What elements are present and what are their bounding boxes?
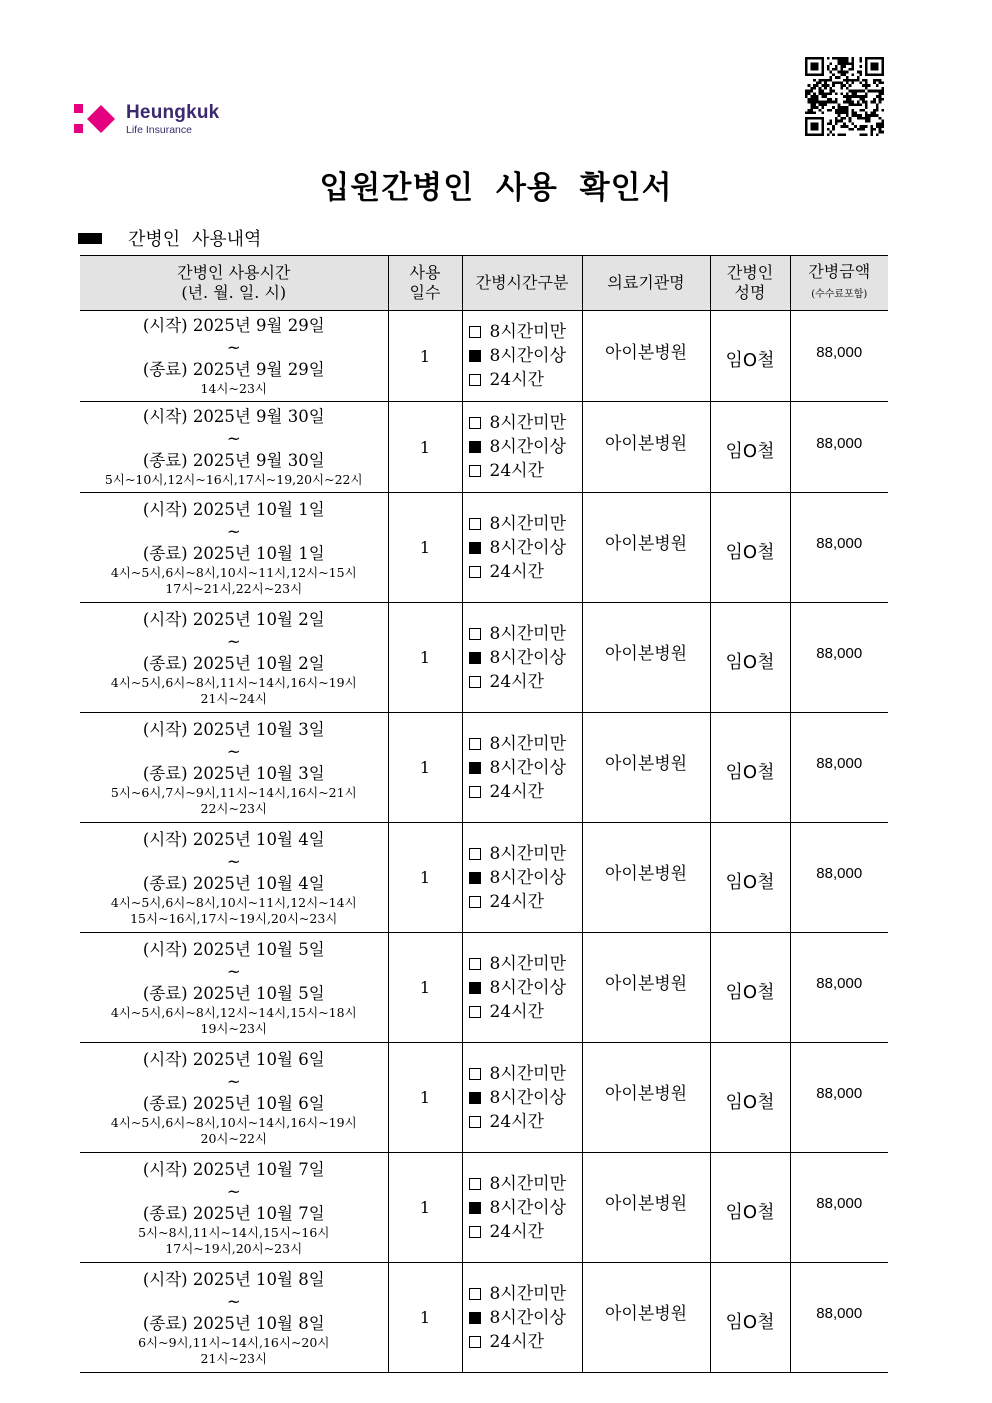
period-tilde: ~ [226,1181,241,1201]
period-end: (종료) 2025년 10월 4일 [142,873,325,893]
care-type-cell [462,402,582,493]
caregiver-name-cell: 임O철 [710,1153,790,1263]
checkbox-icon [469,465,481,477]
company-logo [74,103,219,136]
period-end: (종료) 2025년 9월 29일 [142,360,325,379]
care-type-option [469,411,582,435]
period-start: (시작) 2025년 10월 6일 [142,1049,325,1069]
hospital-cell: 아이본병원 [582,311,710,402]
period-hours: 5시~6시,7시~9시,11시~14시,16시~21시 [110,784,357,800]
amount-cell: 88,000 [790,933,888,1043]
period-tilde: ~ [226,631,241,651]
care-type-label: 8시간이상 [489,1197,567,1218]
usage-period-cell [80,713,388,823]
period-end: (종료) 2025년 10월 1일 [142,543,325,563]
checkbox-icon [469,1116,481,1128]
logo-name: Heungkuk [126,102,220,123]
period-hours: 6시~9시,11시~14시,16시~20시 [138,1334,330,1350]
care-type-option [469,368,582,392]
checkbox-icon [469,738,481,750]
period-hours: 5시~8시,11시~14시,15시~16시 [138,1224,330,1240]
amount-cell: 88,000 [790,1153,888,1263]
usage-days-cell: 1 [388,1153,462,1263]
checked-box-icon [469,1202,481,1214]
qr-code-icon [805,57,884,136]
period-start: (시작) 2025년 10월 3일 [142,719,325,739]
header-days-line1: 사용 [409,263,441,282]
header-caregiver-line2: 성명 [734,283,766,302]
care-type-option [469,646,582,670]
care-type-label: 24시간 [489,561,544,582]
checkbox-icon [469,374,481,386]
usage-days-cell: 1 [388,933,462,1043]
period-hours: 22시~23시 [200,800,267,816]
period-start: (시작) 2025년 10월 7일 [142,1159,325,1179]
period-end: (종료) 2025년 10월 5일 [142,983,325,1003]
usage-period-cell [80,402,388,493]
table-row [80,603,888,713]
care-type-label: 8시간이상 [489,1087,567,1108]
period-end: (종료) 2025년 10월 2일 [142,653,325,673]
hospital-cell: 아이본병원 [582,713,710,823]
usage-period-cell [80,603,388,713]
care-type-option [469,560,582,584]
care-type-label: 8시간미만 [489,513,567,534]
checked-box-icon [469,542,481,554]
care-type-label: 24시간 [489,1331,544,1352]
care-type-label: 8시간이상 [489,757,567,778]
care-type-option [469,756,582,780]
care-type-cell [462,713,582,823]
care-type-label: 8시간미만 [489,623,567,644]
care-type-label: 24시간 [489,1221,544,1242]
period-tilde: ~ [226,741,241,761]
care-type-label: 8시간이상 [489,437,567,457]
caregiver-name-cell: 임O철 [710,1263,790,1373]
period-hours: 17시~19시,20시~23시 [165,1240,303,1256]
logo-subtitle: Life Insurance [126,124,192,136]
usage-days-cell: 1 [388,402,462,493]
checkbox-icon [469,1226,481,1238]
period-start: (시작) 2025년 10월 4일 [142,829,325,849]
period-start: (시작) 2025년 10월 8일 [142,1269,325,1289]
usage-days-cell: 1 [388,713,462,823]
caregiver-name-cell: 임O철 [710,402,790,493]
header-amount-label: 간병금액 [808,261,871,281]
header-period [80,256,388,311]
table-row [80,713,888,823]
header-type: 간병시간구분 [462,256,582,311]
period-hours: 17시~21시,22시~23시 [165,580,303,596]
caregiver-name-cell: 임O철 [710,823,790,933]
header-caregiver-line1: 간병인 [726,263,774,282]
hospital-cell: 아이본병원 [582,1153,710,1263]
care-type-cell [462,311,582,402]
period-hours: 4시~5시,6시~8시,11시~14시,16시~19시 [110,674,357,690]
caregiver-name-cell: 임O철 [710,713,790,823]
section-heading [78,225,261,251]
section-marker [78,233,102,244]
care-type-option [469,1062,582,1086]
checkbox-icon [469,1178,481,1190]
table-row [80,1043,888,1153]
checkbox-icon [469,848,481,860]
period-tilde: ~ [226,1071,241,1091]
care-type-option [469,1110,582,1134]
checkbox-icon [469,1068,481,1080]
period-tilde: ~ [226,961,241,981]
heungkuk-logo-icon [74,103,118,135]
document-title: 입원간병인 사용 확인서 [319,170,673,206]
period-tilde: ~ [226,521,241,541]
period-hours: 4시~5시,6시~8시,12시~14시,15시~18시 [110,1004,357,1020]
hospital-cell: 아이본병원 [582,402,710,493]
care-type-option [469,1086,582,1110]
header-amount-sub: (수수료포함) [811,288,868,300]
usage-period-cell [80,1043,388,1153]
care-type-option [469,1172,582,1196]
care-type-label: 8시간이상 [489,867,567,888]
care-type-option [469,1196,582,1220]
care-type-label: 8시간이상 [489,1307,567,1328]
care-type-cell [462,933,582,1043]
amount-cell: 88,000 [790,823,888,933]
period-hours: 21시~24시 [200,690,267,706]
care-type-cell [462,1153,582,1263]
period-start: (시작) 2025년 10월 1일 [142,499,325,519]
care-type-option [469,1306,582,1330]
period-end: (종료) 2025년 10월 6일 [142,1093,325,1113]
table-row [80,1153,888,1263]
usage-days-cell: 1 [388,1263,462,1373]
hospital-cell: 아이본병원 [582,493,710,603]
checked-box-icon [469,872,481,884]
hospital-cell: 아이본병원 [582,933,710,1043]
usage-period-cell [80,311,388,402]
care-type-label: 8시간미만 [489,733,567,754]
section-label: 간병인 사용내역 [128,229,262,250]
checkbox-icon [469,1006,481,1018]
care-type-label: 24시간 [489,671,544,692]
amount-cell: 88,000 [790,713,888,823]
period-end: (종료) 2025년 10월 3일 [142,763,325,783]
table-row [80,823,888,933]
checked-box-icon [469,350,481,362]
period-start: (시작) 2025년 10월 5일 [142,939,325,959]
usage-days-cell: 1 [388,1043,462,1153]
care-type-option [469,976,582,1000]
amount-cell: 88,000 [790,603,888,713]
care-type-label: 8시간미만 [489,1283,567,1304]
amount-cell: 88,000 [790,1263,888,1373]
period-hours: 15시~16시,17시~19시,20시~23시 [130,910,338,926]
care-type-option [469,866,582,890]
header-caregiver [710,256,790,311]
period-hours: 21시~23시 [200,1350,267,1366]
checked-box-icon [469,441,481,453]
care-type-option [469,780,582,804]
usage-period-cell [80,1153,388,1263]
period-tilde: ~ [226,429,241,448]
header-days [388,256,462,311]
checked-box-icon [469,652,481,664]
usage-days-cell: 1 [388,311,462,402]
care-type-option [469,1330,582,1354]
care-type-label: 8시간이상 [489,537,567,558]
checked-box-icon [469,1092,481,1104]
hospital-cell: 아이본병원 [582,603,710,713]
period-end: (종료) 2025년 10월 7일 [142,1203,325,1223]
period-hours: 4시~5시,6시~8시,10시~14시,16시~19시 [110,1114,357,1130]
care-type-option [469,732,582,756]
care-type-label: 8시간미만 [489,953,567,974]
period-end: (종료) 2025년 9월 30일 [142,451,325,470]
caregiver-name-cell: 임O철 [710,1043,790,1153]
care-type-option [469,952,582,976]
care-type-label: 24시간 [489,781,544,802]
checkbox-icon [469,1288,481,1300]
care-type-cell [462,1043,582,1153]
checkbox-icon [469,566,481,578]
period-start: (시작) 2025년 10월 2일 [142,609,325,629]
hospital-cell: 아이본병원 [582,1043,710,1153]
care-type-label: 24시간 [489,370,544,390]
usage-days-cell: 1 [388,493,462,603]
caregiver-name-cell: 임O철 [710,311,790,402]
header-period-line2: (년. 월. 일. 시) [181,283,287,302]
period-hours: 14시~23시 [200,381,267,396]
period-hours: 5시~10시,12시~16시,17시~19,20시~22시 [104,472,363,487]
care-type-option [469,1220,582,1244]
care-type-option [469,670,582,694]
care-type-option [469,512,582,536]
period-start: (시작) 2025년 9월 30일 [142,407,325,426]
care-type-option [469,459,582,483]
hospital-cell: 아이본병원 [582,823,710,933]
table-row [80,311,888,402]
checked-box-icon [469,1312,481,1324]
checkbox-icon [469,1336,481,1348]
amount-cell: 88,000 [790,311,888,402]
period-hours: 19시~23시 [200,1020,267,1036]
care-type-label: 8시간미만 [489,322,567,342]
checked-box-icon [469,762,481,774]
care-type-option [469,344,582,368]
checkbox-icon [469,786,481,798]
hospital-cell: 아이본병원 [582,1263,710,1373]
care-type-label: 24시간 [489,1111,544,1132]
care-type-cell [462,603,582,713]
period-hours: 4시~5시,6시~8시,10시~11시,12시~14시 [110,894,357,910]
care-type-label: 8시간이상 [489,977,567,998]
checked-box-icon [469,982,481,994]
amount-cell: 88,000 [790,402,888,493]
header-days-line2: 일수 [409,283,441,302]
care-type-label: 24시간 [489,461,544,481]
table-row [80,1263,888,1373]
checkbox-icon [469,417,481,429]
checkbox-icon [469,676,481,688]
care-type-cell [462,493,582,603]
care-type-option [469,842,582,866]
period-hours: 4시~5시,6시~8시,10시~11시,12시~15시 [110,564,357,580]
care-type-cell [462,823,582,933]
care-type-cell [462,1263,582,1373]
table-header-row [80,256,888,311]
care-type-option [469,1000,582,1024]
period-end: (종료) 2025년 10월 8일 [142,1313,325,1333]
table-row [80,933,888,1043]
care-type-option [469,1282,582,1306]
care-type-option [469,536,582,560]
care-type-label: 8시간미만 [489,413,567,433]
usage-days-cell: 1 [388,603,462,713]
usage-period-cell [80,933,388,1043]
care-type-option [469,622,582,646]
amount-cell: 88,000 [790,1043,888,1153]
caregiver-name-cell: 임O철 [710,933,790,1043]
period-tilde: ~ [226,1291,241,1311]
caregiver-name-cell: 임O철 [710,493,790,603]
caregiver-usage-table [80,255,888,1373]
header-amount [790,256,888,311]
table-row [80,493,888,603]
usage-days-cell: 1 [388,823,462,933]
care-type-label: 8시간이상 [489,346,567,366]
care-type-label: 8시간미만 [489,843,567,864]
caregiver-name-cell: 임O철 [710,603,790,713]
header-hospital: 의료기관명 [582,256,710,311]
care-type-label: 8시간미만 [489,1063,567,1084]
usage-period-cell [80,823,388,933]
usage-period-cell [80,1263,388,1373]
care-type-label: 24시간 [489,1001,544,1022]
period-hours: 20시~22시 [200,1130,267,1146]
amount-cell: 88,000 [790,493,888,603]
care-type-label: 8시간이상 [489,647,567,668]
checkbox-icon [469,628,481,640]
checkbox-icon [469,518,481,530]
care-type-label: 24시간 [489,891,544,912]
checkbox-icon [469,326,481,338]
care-type-option [469,435,582,459]
table-row [80,402,888,493]
table-body [80,311,888,1373]
period-tilde: ~ [226,851,241,871]
checkbox-icon [469,958,481,970]
header-period-line1: 간병인 사용시간 [177,263,291,282]
care-type-option [469,890,582,914]
checkbox-icon [469,896,481,908]
usage-period-cell [80,493,388,603]
period-tilde: ~ [226,338,241,357]
period-start: (시작) 2025년 9월 29일 [142,316,325,335]
care-type-option [469,320,582,344]
care-type-label: 8시간미만 [489,1173,567,1194]
